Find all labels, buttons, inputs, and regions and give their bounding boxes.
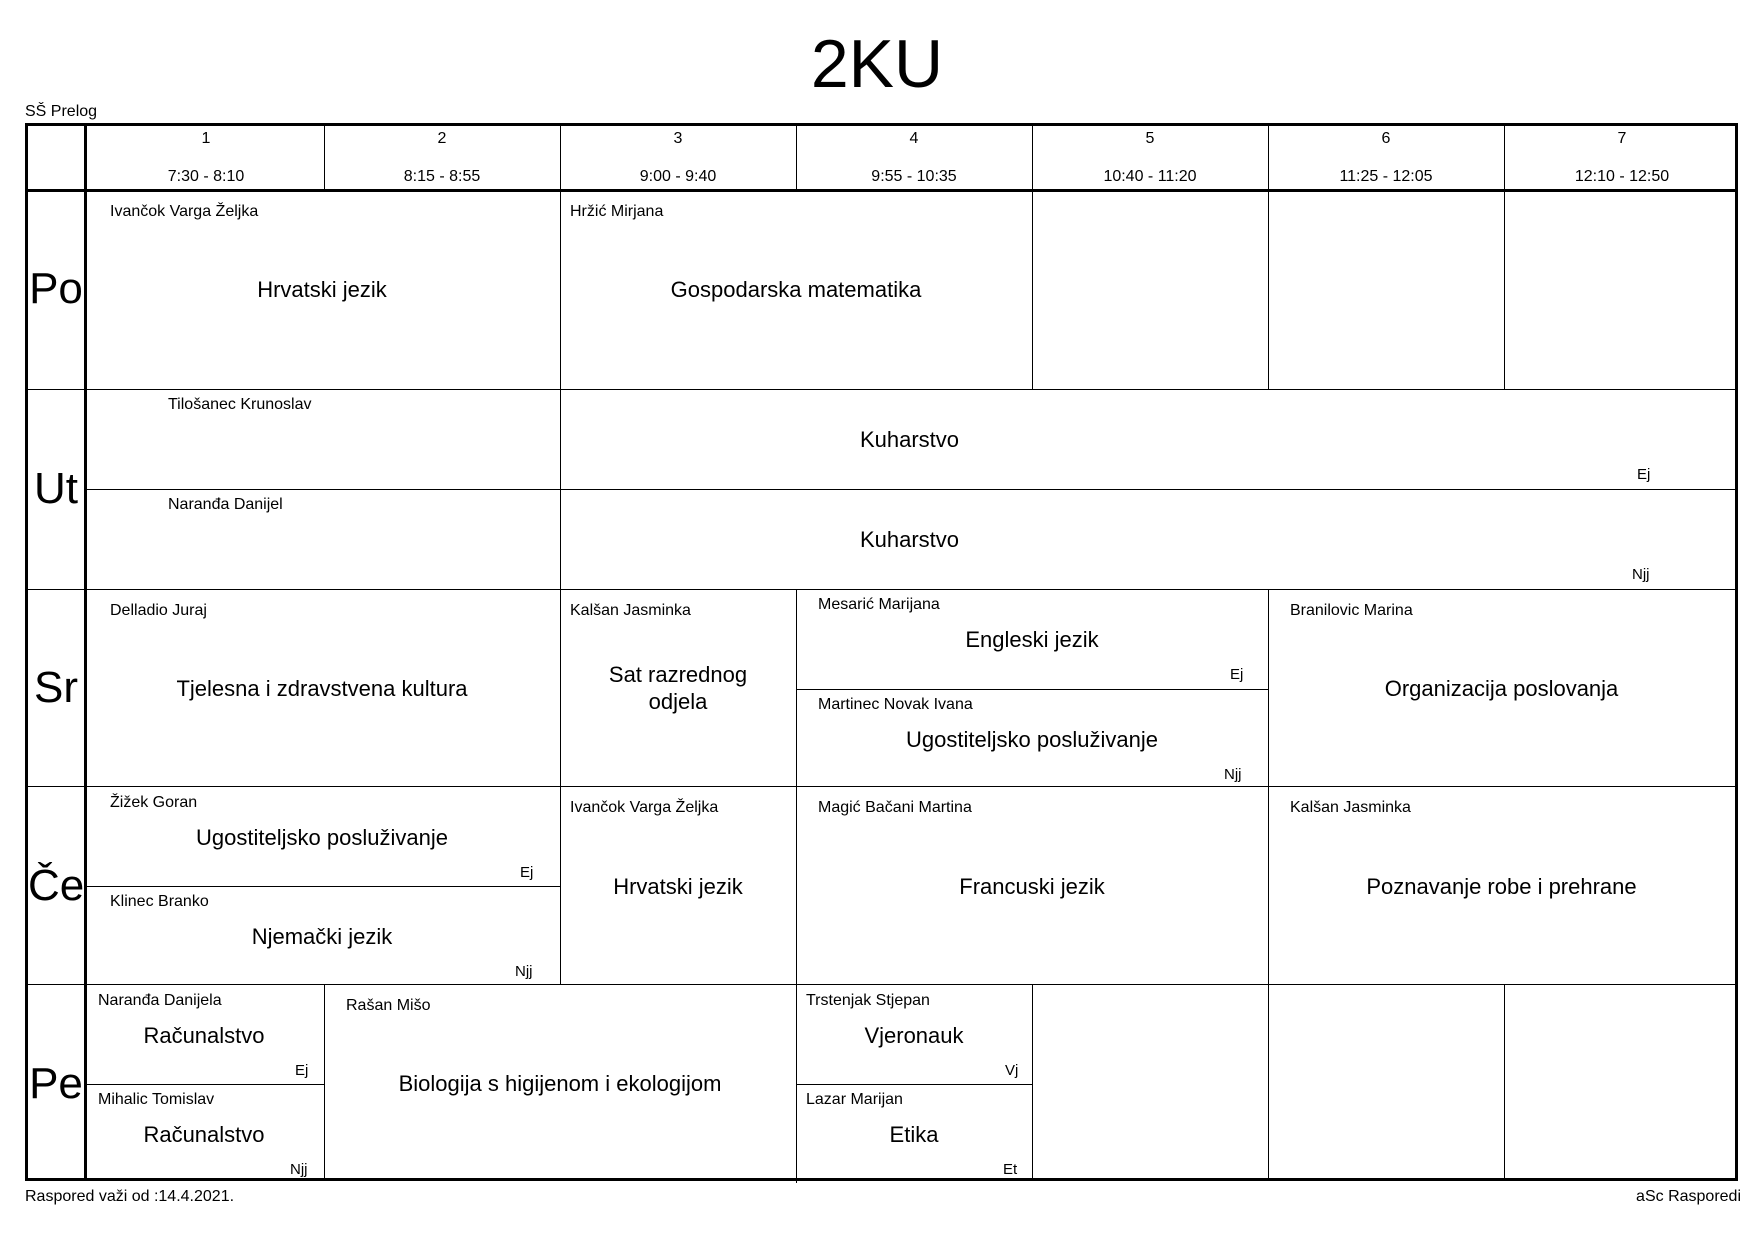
- lesson-teacher: Mesarić Marijana: [818, 596, 940, 613]
- period-time: 12:10 - 12:50: [1574, 168, 1670, 185]
- period-number: 5: [1145, 130, 1155, 147]
- lesson-subject: Sat razrednog odjela: [608, 662, 748, 714]
- group-separator: [796, 689, 1268, 690]
- column-separator: [1032, 126, 1033, 389]
- lesson-group: Ej: [295, 1062, 309, 1079]
- row-separator: [28, 786, 1735, 787]
- lesson-teacher: Naranđa Danijela: [98, 992, 222, 1009]
- column-separator: [1268, 126, 1269, 389]
- lesson-group: Njj: [515, 963, 533, 980]
- period-number: 6: [1381, 130, 1391, 147]
- column-separator: [1268, 984, 1269, 1178]
- lesson-subject: Njemački jezik: [251, 924, 393, 949]
- group-separator: [796, 1084, 1032, 1085]
- lesson-teacher: Žižek Goran: [110, 794, 198, 811]
- valid-from-note: Raspored važi od :14.4.2021.: [25, 1188, 235, 1205]
- lesson-subject: Računalstvo: [143, 1023, 265, 1048]
- day-label-ut: Ut: [34, 464, 78, 513]
- timetable-grid: [25, 123, 1738, 1181]
- row-separator: [28, 589, 1735, 590]
- lesson-teacher: Delladio Juraj: [110, 602, 207, 619]
- lesson-subject: Kuharstvo: [859, 527, 960, 552]
- group-separator: [84, 489, 1735, 490]
- lesson-subject: Organizacija poslovanja: [1384, 676, 1619, 701]
- lesson-subject: Računalstvo: [143, 1122, 265, 1147]
- lesson-teacher: Ivančok Varga Željka: [570, 799, 719, 816]
- group-separator: [84, 886, 560, 887]
- lesson-subject: Vjeronauk: [864, 1023, 964, 1048]
- lesson-group: Njj: [1224, 766, 1242, 783]
- lesson-teacher: Ivančok Varga Željka: [110, 203, 259, 220]
- lesson-group: Ej: [520, 864, 534, 881]
- row-separator: [28, 389, 1735, 390]
- day-label-ce: Če: [28, 861, 85, 910]
- lesson-subject: Biologija s higijenom i ekologijom: [398, 1071, 722, 1096]
- lesson-teacher: Hržić Mirjana: [570, 203, 664, 220]
- lesson-group: Et: [1003, 1161, 1018, 1178]
- lesson-teacher: Branilovic Marina: [1290, 602, 1413, 619]
- header-separator: [28, 189, 1735, 192]
- lesson-subject: Poznavanje robe i prehrane: [1366, 874, 1637, 899]
- lesson-teacher: Klinec Branko: [110, 893, 209, 910]
- group-separator: [84, 1084, 324, 1085]
- lesson-subject: Gospodarska matematika: [670, 277, 922, 302]
- lesson-teacher: Lazar Marijan: [806, 1091, 903, 1108]
- period-time: 10:40 - 11:20: [1103, 168, 1197, 185]
- lesson-subject: Etika: [889, 1122, 939, 1147]
- lesson-group: Ej: [1637, 466, 1651, 483]
- period-time: 8:15 - 8:55: [403, 168, 481, 185]
- lesson-subject: Ugostiteljsko posluživanje: [196, 825, 448, 850]
- software-credit: aSc Rasporedi: [1636, 1188, 1741, 1205]
- period-time: 7:30 - 8:10: [167, 168, 245, 185]
- period-number: 3: [673, 130, 683, 147]
- lesson-subject: Hrvatski jezik: [613, 874, 743, 899]
- lesson-teacher: Trstenjak Stjepan: [806, 992, 930, 1009]
- lesson-teacher: Tilošanec Krunoslav: [168, 396, 312, 413]
- lesson-teacher: Martinec Novak Ivana: [818, 696, 973, 713]
- period-number: 4: [909, 130, 919, 147]
- lesson-subject: Hrvatski jezik: [257, 277, 387, 302]
- lesson-teacher: Mihalic Tomislav: [98, 1091, 215, 1108]
- column-separator: [1504, 126, 1505, 389]
- period-number: 1: [201, 130, 211, 147]
- lesson-subject: Kuharstvo: [859, 427, 960, 452]
- day-label-sr: Sr: [34, 663, 78, 712]
- lesson-teacher: Magić Bačani Martina: [818, 799, 972, 816]
- lesson-group: Ej: [1230, 666, 1244, 683]
- day-label-po: Po: [29, 264, 83, 313]
- lesson-teacher: Kalšan Jasminka: [570, 602, 691, 619]
- lesson-teacher: Kalšan Jasminka: [1290, 799, 1411, 816]
- lesson-teacher: Rašan Mišo: [346, 997, 431, 1014]
- school-name: SŠ Prelog: [25, 103, 98, 120]
- lesson-subject: Engleski jezik: [965, 627, 1099, 652]
- lesson-subject: Ugostiteljsko posluživanje: [906, 727, 1158, 752]
- lesson-group: Njj: [1632, 566, 1650, 583]
- day-label-pe: Pe: [29, 1059, 83, 1108]
- lesson-group: Njj: [290, 1161, 308, 1178]
- column-separator: [1504, 984, 1505, 1178]
- period-time: 9:00 - 9:40: [639, 168, 717, 185]
- timetable-title: 2KU: [810, 26, 944, 102]
- period-time: 9:55 - 10:35: [871, 168, 957, 185]
- period-time: 11:25 - 12:05: [1339, 168, 1433, 185]
- column-separator: [1032, 984, 1033, 1178]
- lesson-teacher: Naranđa Danijel: [168, 496, 283, 513]
- lesson-subject: Tjelesna i zdravstvena kultura: [176, 676, 468, 701]
- row-separator: [28, 984, 1735, 985]
- lesson-subject: Francuski jezik: [959, 874, 1105, 899]
- period-number: 7: [1617, 130, 1627, 147]
- period-number: 2: [437, 130, 447, 147]
- lesson-group: Vj: [1005, 1062, 1019, 1079]
- column-separator: [560, 126, 561, 589]
